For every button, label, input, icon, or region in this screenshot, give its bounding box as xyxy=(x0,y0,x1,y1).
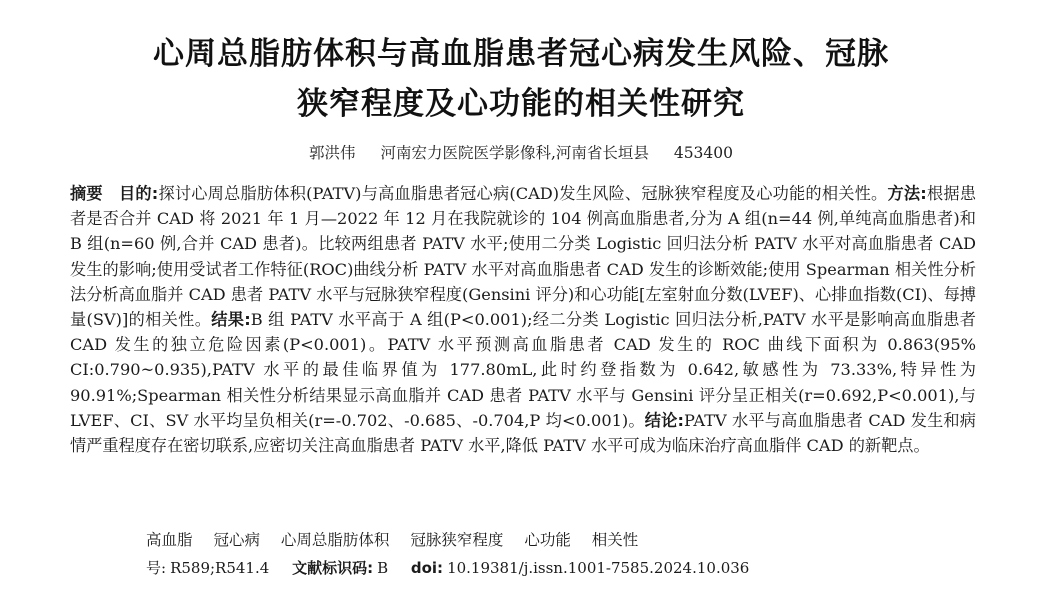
results-label: 结果: xyxy=(211,310,251,330)
author-name: 郭洪伟 xyxy=(309,144,356,162)
classification-line xyxy=(146,557,753,578)
objective-label: 目的: xyxy=(118,184,159,203)
keyword: 心功能 xyxy=(524,531,571,549)
keyword: 高血脂 xyxy=(146,531,193,549)
clc-label: 号: xyxy=(146,559,167,577)
author-affiliation: 河南宏力医院医学影像科,河南省长垣县 xyxy=(380,144,649,162)
keyword: 相关性 xyxy=(591,531,639,549)
keywords xyxy=(146,528,654,550)
doi-value: 10.19381/j.issn.1001-7585.2024.10.036 xyxy=(447,559,750,577)
objective-text: 探讨心周总脂肪体积(PATV)与高血脂患者冠心病(CAD)发生风险、冠脉狭窄程度及心功能的相关性。 xyxy=(158,184,888,203)
results-text: B 组 PATV 水平高于 A 组(P<0.001);经二分类 Logistic 回归法分析,PATV 水平是影响高血脂患者 CAD 发生的独立危险因素(P<0.001)。PATV 水平预测高血脂患者 CAD 发生的 ROC 曲线下面积为 0.863(95% CI:0.790~0.935),PATV 水平的最佳临界值为 177.80mL,此时约登指数为 0.642,敏感性为 73.33%,特异性为 90.91%;Spearman 相关性分析结果显示高血脂并 CAD 患者 PATV 水平与 Gensini 评分呈正相关(r=0.692,P<0.001),与 LVEF、CI、SV 水平均呈负相关(r=-0.702、-0.685、-0.704,P 均<0.001)。 xyxy=(70,310,976,430)
paper-title-line1: 心周总脂肪体积与高血脂患者冠心病发生风险、冠脉 xyxy=(153,36,889,72)
clc-number: R589;R541.4 xyxy=(170,559,270,577)
keyword: 心周总脂肪体积 xyxy=(280,531,390,549)
abstract-label: 摘要 xyxy=(70,184,103,203)
methods-label: 方法: xyxy=(887,184,927,203)
abstract xyxy=(70,181,976,458)
conclusion-label: 结论: xyxy=(644,410,685,430)
conclusion-text: PATV 水平与高血脂患者 CAD 发生和病情严重程度存在密切联系,应密切关注高血脂患者 PATV 水平,降低 PATV 水平可成为临床治疗高血脂伴 CAD 的新靶点。 xyxy=(70,410,976,456)
doc-code: B xyxy=(377,559,389,577)
author-line xyxy=(0,141,1042,163)
doc-code-label: 文献标识码: xyxy=(292,559,374,577)
paper-title-line2: 狭窄程度及心功能的相关性研究 xyxy=(297,86,745,122)
methods-text: 根据患者是否合并 CAD 将 2021 年 1 月—2022 年 12 月在我院就诊的 104 例高血脂患者,分为 A 组(n=44 例,单纯高血脂患者)和 B 组(n=60 例,合并 CAD 患者)。比较两组患者 PATV 水平;使用二分类 Logistic 回归法分析 PATV 水平对高血脂患者 CAD 发生的影响;使用受试者工作特征(ROC)曲线分析 PATV 水平对高血脂患者 CAD 发生的诊断效能;使用 Spearman 相关性分析法分析高血脂并 CAD 患者 PATV 水平与冠脉狭窄程度(Gensini 评分)和心功能[左室射血分数(LVEF)、心排血指数(CI)、每搏量(SV)]的相关性。 xyxy=(70,184,977,330)
author-postcode: 453400 xyxy=(673,144,733,162)
keyword: 冠心病 xyxy=(213,531,260,549)
keyword: 冠脉狭窄程度 xyxy=(410,531,504,549)
doi-label: doi: xyxy=(410,559,444,577)
